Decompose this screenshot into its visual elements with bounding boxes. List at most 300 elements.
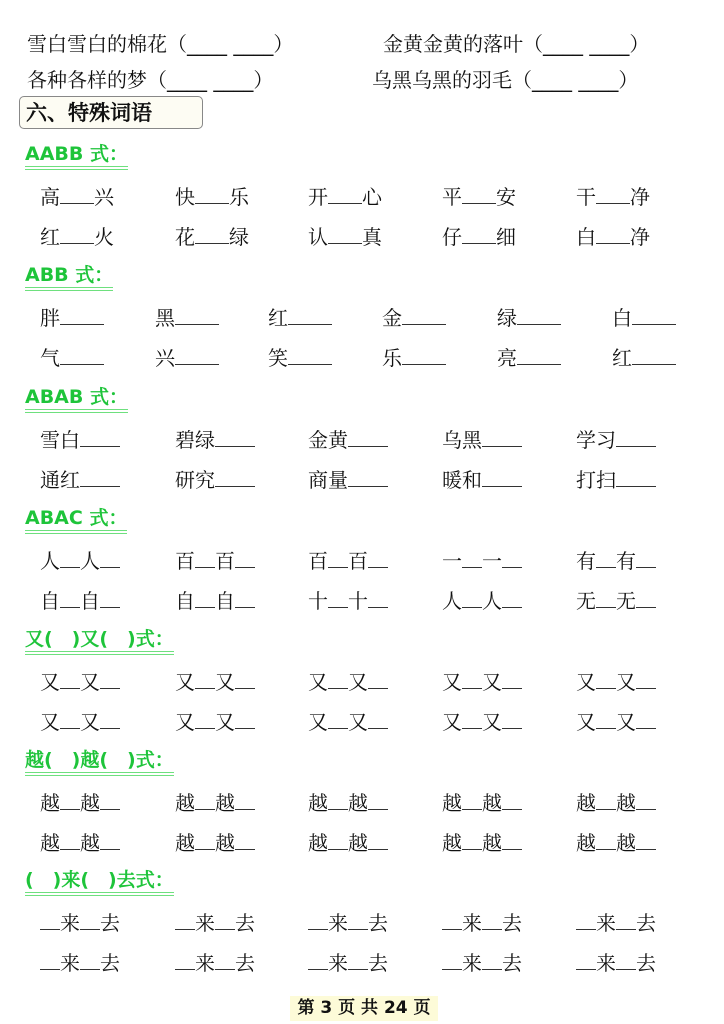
fill-blank[interactable] xyxy=(636,547,656,568)
word-char: 又 xyxy=(348,670,368,694)
fill-blank[interactable] xyxy=(195,223,229,244)
fill-blank[interactable] xyxy=(596,829,616,850)
word-char: 去 xyxy=(502,911,522,935)
word-char: 人 xyxy=(482,589,502,613)
fill-blank[interactable] xyxy=(596,708,616,729)
word-item xyxy=(308,221,382,250)
fill-blank[interactable] xyxy=(215,466,255,487)
word-char: 越 xyxy=(215,791,235,815)
word-item xyxy=(576,181,650,210)
pattern-heading: 越( )越( )式： xyxy=(25,749,174,776)
section-title: 六、特殊词语 xyxy=(19,96,203,129)
word-char: 来 xyxy=(60,911,80,935)
fill-blank[interactable] xyxy=(288,344,332,365)
word-char: 兴 xyxy=(155,346,175,370)
word-item xyxy=(576,907,656,936)
fill-blank[interactable] xyxy=(175,909,195,930)
fill-blank[interactable] xyxy=(596,183,630,204)
fill-blank[interactable] xyxy=(60,547,80,568)
word-item xyxy=(576,706,656,735)
word-item xyxy=(308,907,388,936)
word-item xyxy=(442,424,522,453)
word-char: 商量 xyxy=(308,468,348,492)
exercise-row xyxy=(0,947,724,977)
word-char: 学习 xyxy=(576,428,616,452)
exercise-row xyxy=(0,464,724,494)
word-item xyxy=(308,424,388,453)
exercise-row xyxy=(0,545,724,575)
word-char: 百 xyxy=(308,549,328,573)
word-char: 百 xyxy=(175,549,195,573)
fill-blank[interactable] xyxy=(60,587,80,608)
word-char: 越 xyxy=(482,791,502,815)
word-char: 绿 xyxy=(229,225,249,249)
word-item xyxy=(175,221,249,250)
fill-blank[interactable] xyxy=(442,909,462,930)
fill-blank[interactable] xyxy=(576,909,596,930)
fill-blank[interactable] xyxy=(596,587,616,608)
intro-phrase: 各种各样的梦（____ ____） xyxy=(27,68,274,92)
fill-blank[interactable] xyxy=(308,909,328,930)
word-char: 越 xyxy=(442,831,462,855)
word-char: 花 xyxy=(175,225,195,249)
fill-blank[interactable] xyxy=(80,909,100,930)
exercise-row xyxy=(0,585,724,615)
word-item xyxy=(442,787,522,816)
word-char: 人 xyxy=(442,589,462,613)
word-item xyxy=(576,585,656,614)
fill-blank[interactable] xyxy=(195,708,215,729)
word-char: 越 xyxy=(40,791,60,815)
word-item xyxy=(612,302,676,331)
word-item xyxy=(40,545,120,574)
exercise-row xyxy=(0,706,724,736)
word-char: 金黄 xyxy=(308,428,348,452)
word-char: 一 xyxy=(482,549,502,573)
fill-blank[interactable] xyxy=(502,668,522,689)
word-item xyxy=(40,706,120,735)
fill-blank[interactable] xyxy=(328,668,348,689)
fill-blank[interactable] xyxy=(60,708,80,729)
word-char: 又 xyxy=(576,670,596,694)
word-char: 来 xyxy=(596,951,616,975)
word-item xyxy=(175,787,255,816)
word-char: 通红 xyxy=(40,468,80,492)
fill-blank[interactable] xyxy=(462,829,482,850)
word-item xyxy=(576,827,656,856)
fill-blank[interactable] xyxy=(442,949,462,970)
fill-blank[interactable] xyxy=(235,587,255,608)
fill-blank[interactable] xyxy=(482,466,522,487)
word-char: 雪白 xyxy=(40,428,80,452)
word-item xyxy=(40,907,120,936)
fill-blank[interactable] xyxy=(596,223,630,244)
word-item xyxy=(175,545,255,574)
word-item xyxy=(40,302,104,331)
word-char: 碧绿 xyxy=(175,428,215,452)
word-char: 安 xyxy=(496,185,516,209)
word-char: 又 xyxy=(482,670,502,694)
word-char: 越 xyxy=(616,791,636,815)
fill-blank[interactable] xyxy=(636,668,656,689)
intro-phrase: 雪白雪白的棉花（____ ____） xyxy=(27,32,294,56)
fill-blank[interactable] xyxy=(596,668,616,689)
fill-blank[interactable] xyxy=(175,949,195,970)
fill-blank[interactable] xyxy=(462,183,496,204)
word-char: 来 xyxy=(195,951,215,975)
fill-blank[interactable] xyxy=(100,587,120,608)
word-item xyxy=(175,424,255,453)
fill-blank[interactable] xyxy=(632,344,676,365)
word-char: 笑 xyxy=(268,346,288,370)
word-char: 平 xyxy=(442,185,462,209)
fill-blank[interactable] xyxy=(100,789,120,810)
word-char: 又 xyxy=(482,710,502,734)
word-item xyxy=(308,464,388,493)
fill-blank[interactable] xyxy=(368,668,388,689)
word-char: 快 xyxy=(175,185,195,209)
word-char: 自 xyxy=(215,589,235,613)
word-item xyxy=(40,585,120,614)
fill-blank[interactable] xyxy=(462,708,482,729)
exercise-row xyxy=(0,181,724,211)
fill-blank[interactable] xyxy=(60,223,94,244)
pattern-heading: ABAB 式： xyxy=(25,386,128,413)
fill-blank[interactable] xyxy=(616,426,656,447)
word-char: 自 xyxy=(175,589,195,613)
fill-blank[interactable] xyxy=(328,587,348,608)
fill-blank[interactable] xyxy=(632,304,676,325)
fill-blank[interactable] xyxy=(368,829,388,850)
word-char: 又 xyxy=(175,710,195,734)
fill-blank[interactable] xyxy=(60,668,80,689)
fill-blank[interactable] xyxy=(80,426,120,447)
fill-blank[interactable] xyxy=(40,909,60,930)
fill-blank[interactable] xyxy=(80,466,120,487)
fill-blank[interactable] xyxy=(502,708,522,729)
word-char: 来 xyxy=(328,911,348,935)
word-char: 又 xyxy=(308,670,328,694)
word-item xyxy=(40,221,114,250)
word-item xyxy=(175,464,255,493)
fill-blank[interactable] xyxy=(235,829,255,850)
word-item xyxy=(442,464,522,493)
pattern-heading: 又( )又( )式： xyxy=(25,628,174,655)
word-item xyxy=(442,585,522,614)
fill-blank[interactable] xyxy=(502,547,522,568)
word-char: 又 xyxy=(215,670,235,694)
word-char: 净 xyxy=(630,185,650,209)
fill-blank[interactable] xyxy=(368,789,388,810)
word-char: 十 xyxy=(348,589,368,613)
word-char: 越 xyxy=(40,831,60,855)
word-item xyxy=(442,181,516,210)
word-item xyxy=(155,342,219,371)
fill-blank[interactable] xyxy=(517,304,561,325)
word-char: 绿 xyxy=(497,306,517,330)
fill-blank[interactable] xyxy=(462,668,482,689)
fill-blank[interactable] xyxy=(60,829,80,850)
fill-blank[interactable] xyxy=(328,547,348,568)
word-item xyxy=(268,302,332,331)
word-item xyxy=(175,666,255,695)
word-char: 干 xyxy=(576,185,596,209)
fill-blank[interactable] xyxy=(235,789,255,810)
word-char: 去 xyxy=(100,951,120,975)
word-item xyxy=(442,706,522,735)
fill-blank[interactable] xyxy=(100,547,120,568)
fill-blank[interactable] xyxy=(60,344,104,365)
word-item xyxy=(308,787,388,816)
fill-blank[interactable] xyxy=(175,304,219,325)
fill-blank[interactable] xyxy=(308,949,328,970)
word-item xyxy=(576,545,656,574)
word-char: 又 xyxy=(442,670,462,694)
fill-blank[interactable] xyxy=(215,949,235,970)
word-char: 去 xyxy=(235,951,255,975)
word-item xyxy=(40,181,114,210)
word-char: 无 xyxy=(616,589,636,613)
fill-blank[interactable] xyxy=(328,183,362,204)
word-char: 来 xyxy=(195,911,215,935)
fill-blank[interactable] xyxy=(235,668,255,689)
fill-blank[interactable] xyxy=(40,949,60,970)
word-char: 又 xyxy=(348,710,368,734)
word-char: 来 xyxy=(596,911,616,935)
fill-blank[interactable] xyxy=(328,829,348,850)
word-char: 越 xyxy=(308,831,328,855)
word-char: 又 xyxy=(80,710,100,734)
word-char: 红 xyxy=(40,225,60,249)
fill-blank[interactable] xyxy=(60,789,80,810)
word-char: 去 xyxy=(368,911,388,935)
word-char: 越 xyxy=(616,831,636,855)
word-item xyxy=(612,342,676,371)
word-char: 来 xyxy=(462,951,482,975)
word-item xyxy=(442,907,522,936)
fill-blank[interactable] xyxy=(462,789,482,810)
word-char: 又 xyxy=(442,710,462,734)
fill-blank[interactable] xyxy=(195,668,215,689)
fill-blank[interactable] xyxy=(576,949,596,970)
exercise-row xyxy=(0,221,724,251)
word-char: 细 xyxy=(496,225,516,249)
fill-blank[interactable] xyxy=(60,304,104,325)
word-item xyxy=(308,706,388,735)
fill-blank[interactable] xyxy=(462,587,482,608)
fill-blank[interactable] xyxy=(60,183,94,204)
word-char: 一 xyxy=(442,549,462,573)
fill-blank[interactable] xyxy=(368,587,388,608)
fill-blank[interactable] xyxy=(195,789,215,810)
word-char: 越 xyxy=(80,791,100,815)
fill-blank[interactable] xyxy=(348,909,368,930)
pattern-heading: AABB 式： xyxy=(25,143,128,170)
word-char: 火 xyxy=(94,225,114,249)
fill-blank[interactable] xyxy=(348,466,388,487)
exercise-row xyxy=(0,302,724,332)
fill-blank[interactable] xyxy=(402,344,446,365)
word-item xyxy=(308,585,388,614)
fill-blank[interactable] xyxy=(348,949,368,970)
word-char: 认 xyxy=(308,225,328,249)
fill-blank[interactable] xyxy=(616,949,636,970)
word-char: 人 xyxy=(40,549,60,573)
word-char: 去 xyxy=(368,951,388,975)
word-item xyxy=(382,302,446,331)
word-item xyxy=(175,827,255,856)
fill-blank[interactable] xyxy=(596,547,616,568)
word-char: 越 xyxy=(175,791,195,815)
word-char: 百 xyxy=(215,549,235,573)
word-item xyxy=(40,424,120,453)
word-char: 又 xyxy=(175,670,195,694)
fill-blank[interactable] xyxy=(100,708,120,729)
word-char: 打扫 xyxy=(576,468,616,492)
fill-blank[interactable] xyxy=(502,587,522,608)
word-char: 暖和 xyxy=(442,468,482,492)
fill-blank[interactable] xyxy=(482,909,502,930)
word-item xyxy=(40,947,120,976)
word-char: 又 xyxy=(576,710,596,734)
word-char: 金 xyxy=(382,306,402,330)
fill-blank[interactable] xyxy=(482,426,522,447)
word-item xyxy=(40,827,120,856)
fill-blank[interactable] xyxy=(462,547,482,568)
fill-blank[interactable] xyxy=(502,789,522,810)
word-char: 去 xyxy=(235,911,255,935)
word-char: 又 xyxy=(40,710,60,734)
word-item xyxy=(442,545,522,574)
exercise-row xyxy=(0,424,724,454)
exercise-row xyxy=(0,787,724,817)
fill-blank[interactable] xyxy=(195,829,215,850)
word-char: 白 xyxy=(576,225,596,249)
word-item xyxy=(442,827,522,856)
fill-blank[interactable] xyxy=(517,344,561,365)
word-char: 亮 xyxy=(497,346,517,370)
fill-blank[interactable] xyxy=(636,789,656,810)
word-char: 无 xyxy=(576,589,596,613)
word-item xyxy=(268,342,332,371)
word-item xyxy=(308,181,382,210)
word-char: 来 xyxy=(60,951,80,975)
fill-blank[interactable] xyxy=(482,949,502,970)
word-item xyxy=(155,302,219,331)
word-char: 又 xyxy=(215,710,235,734)
word-char: 越 xyxy=(175,831,195,855)
word-item xyxy=(308,947,388,976)
word-item xyxy=(382,342,446,371)
fill-blank[interactable] xyxy=(368,708,388,729)
word-char: 乐 xyxy=(382,346,402,370)
word-char: 自 xyxy=(40,589,60,613)
word-char: 黑 xyxy=(155,306,175,330)
word-item xyxy=(497,302,561,331)
fill-blank[interactable] xyxy=(195,587,215,608)
fill-blank[interactable] xyxy=(596,789,616,810)
word-char: 去 xyxy=(100,911,120,935)
fill-blank[interactable] xyxy=(348,426,388,447)
fill-blank[interactable] xyxy=(328,708,348,729)
word-item xyxy=(40,787,120,816)
word-char: 真 xyxy=(362,225,382,249)
word-char: 又 xyxy=(616,670,636,694)
fill-blank[interactable] xyxy=(328,789,348,810)
fill-blank[interactable] xyxy=(235,547,255,568)
page-number: 第 3 页 共 24 页 xyxy=(290,996,438,1021)
fill-blank[interactable] xyxy=(175,344,219,365)
word-item xyxy=(40,666,120,695)
fill-blank[interactable] xyxy=(368,547,388,568)
fill-blank[interactable] xyxy=(215,909,235,930)
word-item xyxy=(576,424,656,453)
fill-blank[interactable] xyxy=(80,949,100,970)
word-char: 红 xyxy=(268,306,288,330)
word-char: 净 xyxy=(630,225,650,249)
word-item xyxy=(442,221,516,250)
word-char: 越 xyxy=(80,831,100,855)
word-char: 越 xyxy=(576,831,596,855)
word-item xyxy=(175,907,255,936)
fill-blank[interactable] xyxy=(235,708,255,729)
fill-blank[interactable] xyxy=(328,223,362,244)
word-char: 越 xyxy=(482,831,502,855)
word-char: 又 xyxy=(40,670,60,694)
word-item xyxy=(175,181,249,210)
word-item xyxy=(576,464,656,493)
fill-blank[interactable] xyxy=(100,668,120,689)
fill-blank[interactable] xyxy=(215,426,255,447)
fill-blank[interactable] xyxy=(636,829,656,850)
fill-blank[interactable] xyxy=(462,223,496,244)
fill-blank[interactable] xyxy=(636,708,656,729)
exercise-row xyxy=(0,342,724,372)
fill-blank[interactable] xyxy=(636,587,656,608)
word-char: 百 xyxy=(348,549,368,573)
word-char: 十 xyxy=(308,589,328,613)
intro-phrase: 乌黑乌黑的羽毛（____ ____） xyxy=(372,68,639,92)
word-char: 红 xyxy=(612,346,632,370)
word-char: 去 xyxy=(636,951,656,975)
word-char: 心 xyxy=(362,185,382,209)
word-char: 又 xyxy=(80,670,100,694)
fill-blank[interactable] xyxy=(195,547,215,568)
word-char: 去 xyxy=(636,911,656,935)
fill-blank[interactable] xyxy=(502,829,522,850)
word-char: 乌黑 xyxy=(442,428,482,452)
word-char: 白 xyxy=(612,306,632,330)
word-item xyxy=(308,827,388,856)
fill-blank[interactable] xyxy=(195,183,229,204)
word-char: 高 xyxy=(40,185,60,209)
word-item xyxy=(40,342,104,371)
word-char: 研究 xyxy=(175,468,215,492)
fill-blank[interactable] xyxy=(616,466,656,487)
word-char: 去 xyxy=(502,951,522,975)
fill-blank[interactable] xyxy=(402,304,446,325)
fill-blank[interactable] xyxy=(100,829,120,850)
word-item xyxy=(175,585,255,614)
word-char: 越 xyxy=(348,791,368,815)
fill-blank[interactable] xyxy=(616,909,636,930)
word-char: 仔 xyxy=(442,225,462,249)
word-char: 越 xyxy=(308,791,328,815)
word-char: 开 xyxy=(308,185,328,209)
word-char: 乐 xyxy=(229,185,249,209)
fill-blank[interactable] xyxy=(288,304,332,325)
word-char: 人 xyxy=(80,549,100,573)
